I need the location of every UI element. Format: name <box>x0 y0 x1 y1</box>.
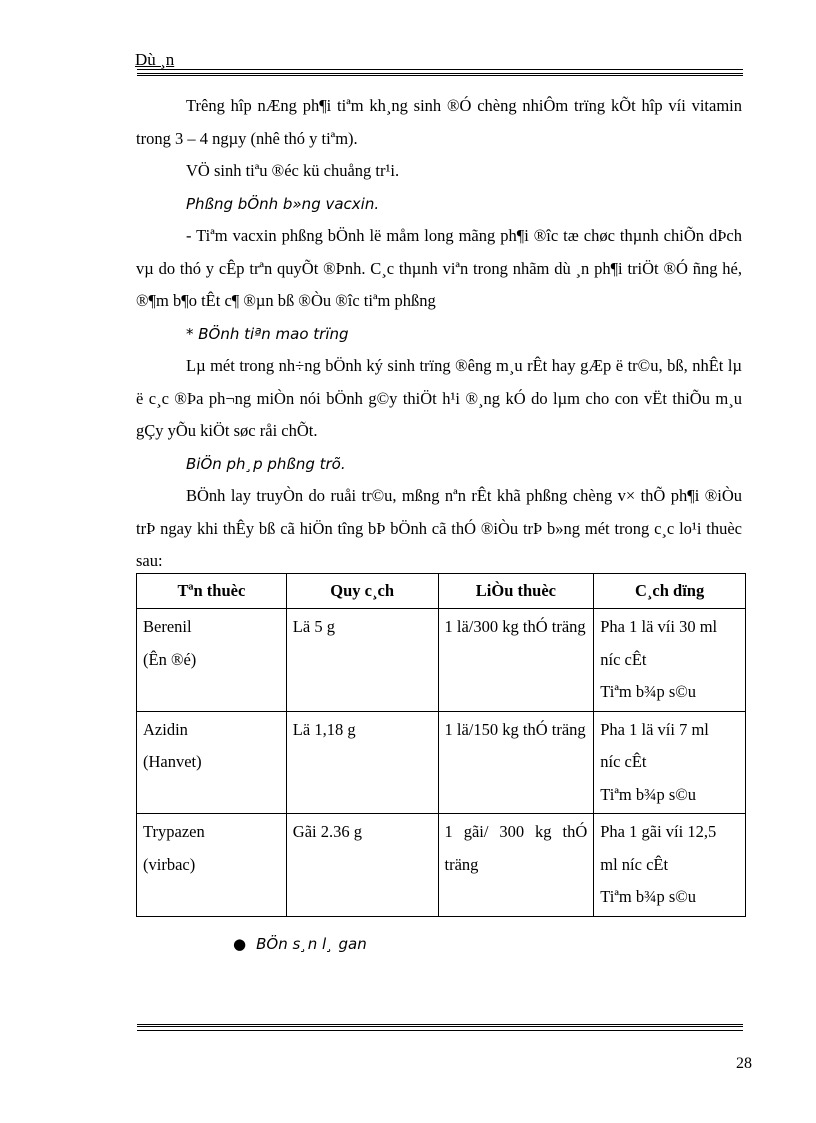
drug-origin: (Ên ®é) <box>143 649 197 669</box>
column-header: Quy c¸ch <box>286 574 438 609</box>
table-row <box>137 814 746 917</box>
spec-cell: Lä 5 g <box>286 609 438 712</box>
dose-cell: 1 lä/150 kg thÓ träng <box>438 711 594 814</box>
paragraph: BÖnh lay truyÒn do ruåi tr©u, mßng nªn rÊt khã phßng chèng v× thÕ ph¶i ®iÒu trÞ ngay khi thÊy bß cã hiÖn tîng bÞ bÖnh cã thÓ ®iÒu trÞ b»ng mét trong c¸c lo¹i thuèc sau: <box>136 486 742 570</box>
drug-name-cell <box>137 711 287 814</box>
header-title: Dù ¸n <box>135 50 175 69</box>
spec-cell: Lä 1,18 g <box>286 711 438 814</box>
paragraph: Trêng hîp nÆng ph¶i tiªm kh¸ng sinh ®Ó chèng nhiÔm trïng kÕt hîp víi vitamin trong 3 – 4 ngµy (nhê thó y tiªm). <box>136 96 742 148</box>
drug-name: Berenil <box>143 617 192 636</box>
section-heading: * BÖnh tiªn mao trïng <box>186 324 349 343</box>
drug-origin: (Hanvet) <box>143 752 202 771</box>
section-heading: BiÖn ph¸p phßng trõ. <box>186 454 346 473</box>
footer-rule-double <box>137 1024 743 1027</box>
drug-name: Trypazen <box>143 822 205 841</box>
usage-line: níc cÊt <box>600 752 647 771</box>
table-row <box>137 609 746 712</box>
usage-line: Tiªm b¾p s©u <box>600 784 697 804</box>
section-heading: Phßng bÖnh b»ng vacxin. <box>186 194 380 213</box>
usage-line: Pha 1 lä víi 30 ml <box>600 617 718 636</box>
drug-name-cell <box>137 609 287 712</box>
drug-origin: (virbac) <box>143 854 196 874</box>
column-header: C¸ch dïng <box>594 574 746 609</box>
bullet-item <box>233 935 367 953</box>
usage-line: Tiªm b¾p s©u <box>600 682 697 701</box>
body-text <box>136 90 742 578</box>
usage-line: ml níc cÊt <box>600 854 669 874</box>
drug-name: Azidin <box>143 719 188 739</box>
usage-line: Pha 1 gãi víi 12,5 <box>600 822 717 841</box>
drug-name-cell <box>137 814 287 917</box>
paragraph: Lµ mét trong nh÷ng bÖnh ký sinh trïng ®êng m¸u rÊt hay gÆp ë tr©u, bß, nhÊt lµ ë c¸c ®Þa ph¬ng miÒn nói bÖnh g©y thiÖt h¹i ®¸ng kÓ do lµm cho con vËt thiÕu m¸u gÇy yÕu kiÖt søc råi chÕt. <box>136 356 742 440</box>
paragraph: VÖ sinh tiªu ®éc kü chuång tr¹i. <box>186 161 400 180</box>
spec-cell: Gãi 2.36 g <box>286 814 438 917</box>
dose-cell: 1 gãi/ 300 kg thÓ träng <box>438 814 594 917</box>
usage-cell <box>594 609 746 712</box>
usage-line: Pha 1 lä víi 7 ml <box>600 719 709 739</box>
header-rule-thin <box>137 69 743 70</box>
table-header-row <box>137 574 746 609</box>
table-row <box>137 711 746 814</box>
header-rule-double <box>137 73 743 76</box>
column-header: Tªn thuèc <box>137 574 287 609</box>
column-header: LiÒu thuèc <box>438 574 594 609</box>
usage-cell <box>594 711 746 814</box>
dose-cell: 1 lä/300 kg thÓ träng <box>438 609 594 712</box>
usage-line: Tiªm b¾p s©u <box>600 887 697 906</box>
bullet-dot-icon: ● <box>233 935 247 953</box>
paragraph: - Tiªm vacxin phßng bÖnh lë måm long mãng ph¶i ®îc tæ chøc thµnh chiÕn dÞch vµ do thó y cÊp trªn quyÕt ®Þnh. C¸c thµnh viªn trong nhãm dù ¸n ph¶i triÖt ®Ó ñng hé, ®¶m b¶o tÊt c¶ ®µn bß ®Òu ®îc tiªm phßng <box>136 226 742 310</box>
usage-line: níc cÊt <box>600 649 647 669</box>
drug-table <box>136 573 746 917</box>
bullet-text: BÖn s¸n l¸ gan <box>256 935 367 953</box>
page-header <box>135 50 743 70</box>
footer-rule-thin <box>137 1030 743 1031</box>
page-number: 28 <box>736 1055 752 1072</box>
usage-cell <box>594 814 746 917</box>
